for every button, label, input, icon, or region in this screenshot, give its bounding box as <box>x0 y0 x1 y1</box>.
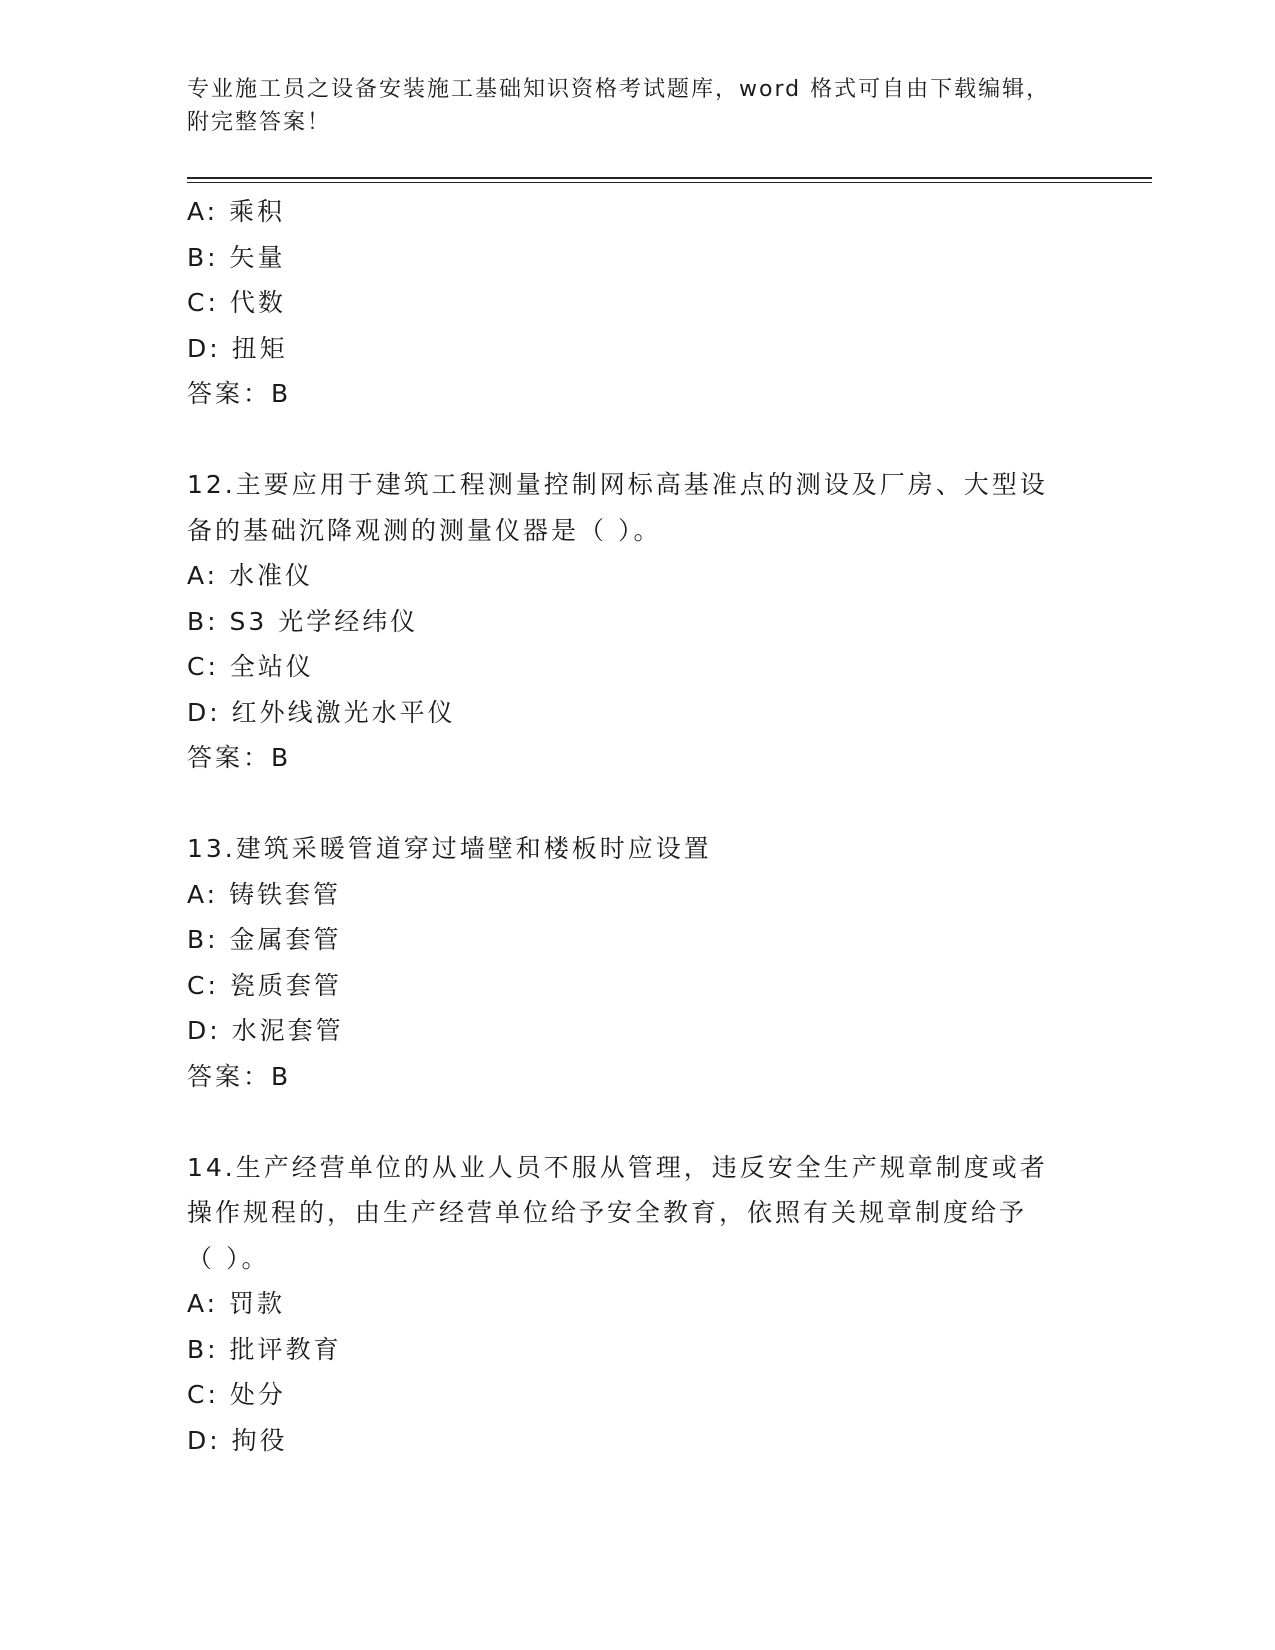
question-text-line-1: 12.主要应用于建筑工程测量控制网标高基准点的测设及厂房、大型设 <box>187 470 1048 499</box>
header-line-1: 专业施工员之设备安装施工基础知识资格考试题库，word 格式可自由下载编辑， <box>187 77 1051 102</box>
option-a: A: 水准仪 <box>187 561 314 590</box>
option-b: B: S3 光学经纬仪 <box>187 606 419 636</box>
question-12 <box>187 462 1087 781</box>
question-11 <box>187 189 1087 417</box>
spacer <box>187 417 1087 463</box>
question-text-line-2: 操作规程的，由生产经营单位给予安全教育，依照有关规章制度给予 <box>187 1198 1028 1227</box>
header-line-2: 附完整答案！ <box>187 110 332 135</box>
question-13 <box>187 826 1087 1099</box>
question-text-line-1: 14.生产经营单位的从业人员不服从管理，违反安全生产规章制度或者 <box>187 1152 1048 1182</box>
option-c: C: 瓷质套管 <box>187 970 342 1000</box>
option-b: B: 金属套管 <box>187 925 342 954</box>
option-c: C: 全站仪 <box>187 652 314 681</box>
spacer <box>187 1099 1087 1145</box>
question-list <box>187 189 1087 1463</box>
spacer <box>187 781 1087 827</box>
option-a: A: 罚款 <box>187 1289 286 1318</box>
answer: 答案：B <box>187 1061 292 1091</box>
option-c: C: 处分 <box>187 1380 286 1409</box>
option-d: D: 水泥套管 <box>187 1016 344 1045</box>
option-d: D: 扭矩 <box>187 333 288 363</box>
header-rule-thin <box>187 182 1152 183</box>
answer: 答案：B <box>187 743 292 772</box>
option-d: D: 红外线激光水平仪 <box>187 697 456 727</box>
question-text-line-3: （ ）。 <box>187 1243 270 1273</box>
question-text-line-2: 备的基础沉降观测的测量仪器是（ ）。 <box>187 515 662 545</box>
question-text-line-1: 13.建筑采暖管道穿过墙壁和楼板时应设置 <box>187 834 712 863</box>
option-d: D: 拘役 <box>187 1425 288 1455</box>
header-rule-thick <box>187 177 1152 179</box>
question-14 <box>187 1145 1087 1464</box>
option-b: B: 批评教育 <box>187 1334 342 1364</box>
option-a: A: 铸铁套管 <box>187 879 342 909</box>
option-a: A: 乘积 <box>187 197 286 226</box>
answer: 答案：B <box>187 379 292 408</box>
document-header <box>187 73 1087 139</box>
option-b: B: 矢量 <box>187 242 286 272</box>
option-c: C: 代数 <box>187 288 286 317</box>
